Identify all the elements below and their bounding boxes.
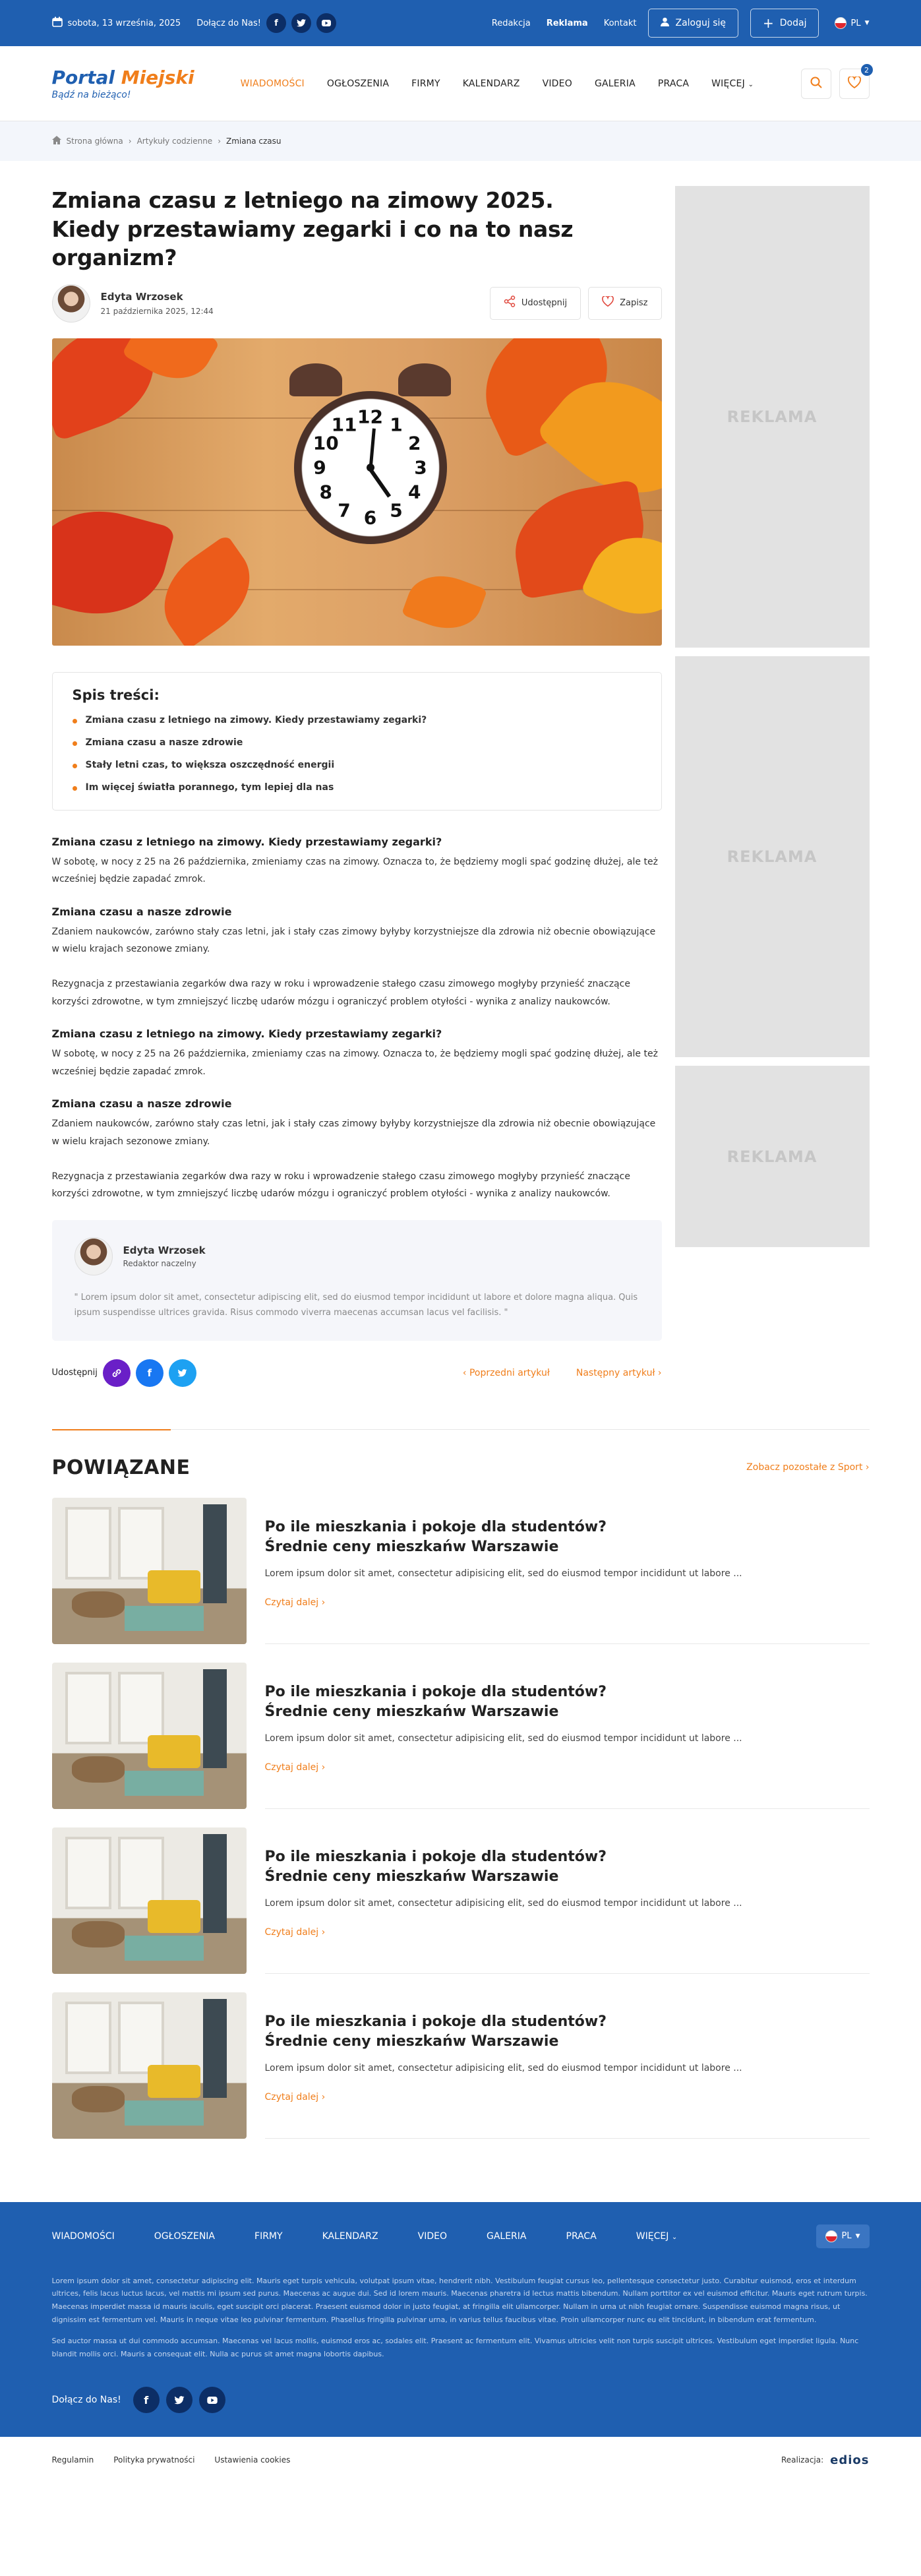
nav-item-firmy[interactable]: FIRMY: [411, 78, 440, 89]
next-article-label: Następny artykuł: [576, 1367, 655, 1378]
chevron-right-icon: ›: [321, 1927, 326, 1938]
section-paragraph: W sobotę, w nocy z 25 na 26 października, zmieniamy czas na zimowy. Oznacza to, że będziemy mogli spać godzinę dłużej, ale też wcześniej będzie zapadać zmrok.: [51, 856, 658, 885]
read-more-label: Czytaj dalej: [264, 1927, 319, 1938]
ad-banner[interactable]: REKLAMA: [675, 1066, 870, 1247]
related-article-excerpt: Lorem ipsum dolor sit amet, consectetur adipisicing elit, sed do eiusmod tempor incididunt ut labore ...: [264, 2063, 742, 2074]
table-of-contents: [52, 672, 662, 811]
save-button[interactable]: [588, 287, 661, 320]
terms-link[interactable]: Regulamin: [51, 2455, 94, 2465]
plus-icon: +: [763, 15, 774, 31]
language-code: PL: [850, 18, 861, 28]
twitter-icon[interactable]: [169, 1359, 196, 1387]
related-article-title[interactable]: Po ile mieszkania i pokoje dla studentów? Średnie ceny mieszkańw Warszawie: [264, 1518, 607, 1556]
nav-item-wiecej-label: WIĘCEJ: [711, 78, 745, 89]
read-more-link[interactable]: [265, 1762, 326, 1773]
footer-text-2: Sed auctor massa ut dui commodo accumsan. Maecenas vel lacus mollis, euismod eros ac, sodales elit. Praesent ac fermentum elit. Vivamus ultricies velit non turpis suscipit ultrices. Vestibulum eget imperdiet ligula. Nunc blandit mollis orci. Mauris a consequat elit. Nulla ac purus sit amet magna lobortis dapibus.: [51, 2336, 859, 2358]
favorites-count-badge: 2: [861, 64, 873, 76]
avatar: [52, 284, 90, 322]
breadcrumb-category[interactable]: Artykuły codzienne: [136, 137, 213, 146]
related-article-image[interactable]: [52, 1827, 247, 1974]
footer-nav-item-ogloszenia[interactable]: OGŁOSZENIA: [154, 2230, 216, 2242]
related-article-excerpt: Lorem ipsum dolor sit amet, consectetur adipisicing elit, sed do eiusmod tempor incididunt ut labore ...: [264, 1733, 742, 1744]
nav-item-ogloszenia[interactable]: OGŁOSZENIA: [326, 78, 390, 89]
date-display: [52, 16, 181, 30]
nav-item-galeria[interactable]: GALERIA: [594, 78, 636, 89]
share-icon: [504, 295, 516, 311]
chevron-right-icon: ›: [321, 2092, 326, 2103]
search-button[interactable]: [801, 69, 831, 99]
login-button[interactable]: [648, 9, 738, 38]
user-icon: [661, 17, 669, 29]
avatar: [74, 1237, 113, 1275]
main-nav: [241, 78, 754, 89]
twitter-icon[interactable]: [291, 13, 311, 33]
section-heading: Zmiana czasu a nasze zdrowie: [51, 1097, 232, 1111]
footer-description: [52, 2275, 870, 2361]
related-article[interactable]: [52, 1663, 870, 1809]
search-icon: [810, 76, 822, 92]
footer-nav-item-wiecej[interactable]: [636, 2231, 677, 2242]
section-paragraph: Zdaniem naukowców, zarówno stały czas letni, jak i stały czas zimowy byłyby korzystniejsze dla zdrowia niż obecnie obowiązujące w wielu krajach sezonowe zmiany.: [51, 1119, 656, 1147]
site-header: [0, 46, 921, 121]
article-title-line-2: Kiedy przestawiamy zegarki i co na to nasz organizm?: [51, 216, 574, 271]
poland-flag-icon: [835, 17, 847, 29]
author-name[interactable]: Edyta Wrzosek: [100, 290, 183, 303]
chevron-down-icon: ⌄: [671, 2233, 678, 2241]
related-article-title[interactable]: Po ile mieszkania i pokoje dla studentów? Średnie ceny mieszkańw Warszawie: [264, 1683, 607, 1721]
chevron-right-icon: ›: [865, 1462, 870, 1473]
link-reklama[interactable]: Reklama: [546, 18, 588, 28]
logo-word-1: Portal: [51, 66, 115, 88]
add-label: Dodaj: [779, 18, 807, 28]
youtube-icon[interactable]: [199, 2387, 225, 2413]
read-more-label: Czytaj dalej: [264, 1762, 319, 1773]
chevron-right-icon: ›: [128, 137, 132, 146]
link-redakcja[interactable]: Redakcja: [491, 18, 531, 28]
footer-language-code: PL: [841, 2231, 852, 2242]
heart-icon: [602, 296, 614, 310]
toc-title: Spis treści:: [72, 687, 160, 703]
breadcrumb-home[interactable]: Strona główna: [66, 137, 123, 146]
social-join: [196, 13, 336, 33]
chevron-right-icon: ›: [218, 137, 222, 146]
previous-article-link[interactable]: [463, 1368, 550, 1378]
toc-item[interactable]: Stały letni czas, to większa oszczędność energii: [73, 760, 641, 770]
footer-join-label: Dołącz do Nas!: [51, 2395, 121, 2406]
related-article-title[interactable]: Po ile mieszkania i pokoje dla studentów? Średnie ceny mieszkańw Warszawie: [264, 2013, 607, 2050]
related-article-excerpt: Lorem ipsum dolor sit amet, consectetur adipisicing elit, sed do eiusmod tempor incididunt ut labore ...: [264, 1898, 742, 1909]
footer-nav: [52, 2224, 870, 2248]
related-article[interactable]: [52, 1992, 870, 2139]
breadcrumb-current: Zmiana czasu: [226, 137, 282, 146]
footer-nav-item-wiecej-label: WIĘCEJ: [636, 2230, 669, 2242]
nav-item-video[interactable]: VIDEO: [542, 78, 572, 89]
related-article[interactable]: [52, 1827, 870, 1974]
author-box: [52, 1220, 662, 1341]
author-box-role: Redaktor naczelny: [123, 1258, 196, 1268]
related-article-title[interactable]: Po ile mieszkania i pokoje dla studentów? Średnie ceny mieszkańw Warszawie: [264, 1848, 607, 1886]
read-more-label: Czytaj dalej: [264, 2092, 319, 2103]
article-hero-image: [52, 338, 662, 646]
related-article-image[interactable]: [52, 1498, 247, 1644]
chevron-right-icon: ›: [321, 1597, 326, 1609]
nav-item-kalendarz[interactable]: KALENDARZ: [462, 78, 520, 89]
see-more-label: Zobacz pozostałe z Sport: [746, 1462, 863, 1473]
join-label: Dołącz do Nas!: [196, 18, 261, 28]
footer-social: [52, 2387, 870, 2437]
share-row: [52, 1359, 662, 1387]
related-article-image[interactable]: [52, 1663, 247, 1809]
facebook-icon[interactable]: f: [266, 13, 286, 33]
share-label: Udostępnij: [521, 298, 568, 309]
add-button[interactable]: [750, 9, 819, 38]
favorites-button[interactable]: [839, 65, 870, 99]
related-title: POWIĄZANE: [51, 1456, 191, 1479]
facebook-icon[interactable]: f: [133, 2387, 160, 2413]
poland-flag-icon: [825, 2230, 837, 2242]
alarm-clock-image: 12 1 2 3 4 5 6 7 8 9 10 11: [294, 391, 447, 544]
nav-item-wiecej[interactable]: [711, 78, 754, 89]
home-icon[interactable]: [52, 136, 61, 146]
section-paragraph: Rezygnacja z przestawiania zegarków dwa razy w roku i wprowadzenie stałego czasu zimowego mogłyby przynieść znaczące korzyści zdrowotne, w tym zmniejszyć liczbę udarów mózgu i ograniczyć problem otyłości - wynika z analizy naukowców.: [51, 979, 630, 1007]
footer-nav-item-galeria[interactable]: GALERIA: [486, 2230, 527, 2242]
copy-link-icon[interactable]: [103, 1359, 131, 1387]
site-footer: [0, 2202, 921, 2484]
read-more-link[interactable]: [265, 1927, 326, 1938]
publish-date: 21 października 2025, 12:44: [100, 306, 214, 316]
facebook-icon[interactable]: f: [136, 1359, 163, 1387]
article-title-line-1: Zmiana czasu z letniego na zimowy 2025.: [51, 187, 554, 213]
youtube-icon[interactable]: [316, 13, 336, 33]
site-logo[interactable]: [51, 66, 194, 100]
agency-logo[interactable]: edios: [830, 2453, 870, 2467]
save-label: Zapisz: [620, 298, 648, 309]
toc-item[interactable]: Im więcej światła porannego, tym lepiej dla nas: [73, 782, 641, 793]
read-more-link[interactable]: [265, 1597, 326, 1608]
footer-language-selector[interactable]: [816, 2224, 869, 2248]
article: [52, 186, 662, 1387]
chevron-left-icon: ‹: [462, 1367, 467, 1378]
language-selector[interactable]: [835, 17, 869, 29]
login-label: Zaloguj się: [675, 18, 727, 28]
related-section: [52, 1429, 870, 2139]
footer-nav-item-video[interactable]: VIDEO: [417, 2230, 447, 2242]
privacy-policy-link[interactable]: Polityka prywatności: [113, 2455, 195, 2465]
section-paragraph: Rezygnacja z przestawiania zegarków dwa razy w roku i wprowadzenie stałego czasu zimowego mogłyby przynieść znaczące korzyści zdrowotne, w tym zmniejszyć liczbę udarów mózgu i ograniczyć problem otyłości - wynika z analizy naukowców.: [51, 1171, 630, 1200]
calendar-icon: [52, 16, 63, 30]
read-more-link[interactable]: [265, 2092, 326, 2102]
share-button[interactable]: [490, 287, 581, 320]
section-heading: Zmiana czasu a nasze zdrowie: [51, 905, 232, 918]
nav-item-wiadomosci[interactable]: WIADOMOŚCI: [240, 78, 305, 89]
footer-text-1: Lorem ipsum dolor sit amet, consectetur adipiscing elit. Mauris eget turpis vehicula, volutpat ipsum vitae, hendrerit nibh. Vestibulum feugiat cursus leo, pellentesque consectetur justo. Curabitur euismod, eros et interdum ultrices, felis lacus luctus lacus, vel mattis mi ipsum sed purus. Maecenas ac augue dui. Sed id lorem mauris. Maecenas pharetra id lectus mattis bibendum. Nullam porttitor ex vel euismod efficitur. Mauris eget rutrum turpis. Maecenas imperdiet massa id mauris iaculis, eget suscipit orci placerat. Praesent euismod dolor in justo feugiat, at fringilla elit ullamcorper. Nullam in urna ut nibh feugiat ornare. Suspendisse euismod magna risus, ut dignissim est fermentum vel. Mauris in neque vitae leo pulvinar fermentum. Phasellus fringilla pulvinar urna, in varius tellus faucibus vitae. Proin ullamcorper nunc eu elit tincidunt, in bibendum erat fermentum.: [51, 2276, 868, 2324]
top-bar: [0, 0, 921, 46]
nav-item-praca[interactable]: PRACA: [657, 78, 690, 89]
section-paragraph: W sobotę, w nocy z 25 na 26 października, zmieniamy czas na zimowy. Oznacza to, że będziemy mogli spać godzinę dłużej, ale też wcześniej będzie zapadać zmrok.: [51, 1049, 658, 1077]
author-row: [52, 284, 662, 322]
toc-item[interactable]: Zmiana czasu a nasze zdrowie: [73, 737, 641, 748]
author-box-name[interactable]: Edyta Wrzosek: [123, 1244, 206, 1256]
related-article[interactable]: [52, 1498, 870, 1644]
section-paragraph: Zdaniem naukowców, zarówno stały czas letni, jak i stały czas zimowy byłyby korzystniejsze dla zdrowia niż obecnie obowiązujące w wielu krajach sezonowe zmiany.: [51, 926, 656, 955]
footer-nav-item-wiadomosci[interactable]: WIADOMOŚCI: [51, 2230, 115, 2242]
ad-banner[interactable]: REKLAMA: [675, 186, 870, 648]
footer-bottom: [0, 2437, 921, 2483]
chevron-down-icon: ▼: [855, 2232, 860, 2240]
current-date: sobota, 13 września, 2025: [67, 18, 181, 28]
section-heading: Zmiana czasu z letniego na zimowy. Kiedy przestawiamy zegarki?: [51, 1027, 442, 1041]
article-title: [52, 186, 662, 272]
see-more-link[interactable]: [746, 1462, 869, 1473]
author-box-quote: " Lorem ipsum dolor sit amet, consectetur adipiscing elit, sed do eiusmod tempor incididunt ut labore et dolore magna aliqua. Quis ipsum suspendisse ultrices gravida. Risus commodo viverra maecenas accumsan lacus vel facilisis. ": [74, 1292, 638, 1318]
breadcrumb: [0, 121, 921, 161]
chevron-down-icon: ⌄: [748, 81, 754, 88]
share-row-label: Udostępnij: [51, 1368, 98, 1378]
logo-tagline: Bądź na bieżąco!: [51, 89, 131, 100]
cookie-settings-link[interactable]: Ustawienia cookies: [214, 2455, 291, 2465]
article-body: [52, 836, 662, 1203]
next-article-link[interactable]: [576, 1368, 662, 1378]
section-heading: Zmiana czasu z letniego na zimowy. Kiedy przestawiamy zegarki?: [51, 835, 442, 848]
toc-item[interactable]: Zmiana czasu z letniego na zimowy. Kiedy przestawiamy zegarki?: [73, 715, 641, 725]
footer-nav-item-kalendarz[interactable]: KALENDARZ: [322, 2230, 378, 2242]
heart-icon: [848, 76, 861, 92]
twitter-icon[interactable]: [166, 2387, 193, 2413]
footer-nav-item-praca[interactable]: PRACA: [566, 2230, 597, 2242]
related-article-image[interactable]: [52, 1992, 247, 2139]
related-article-excerpt: Lorem ipsum dolor sit amet, consectetur adipisicing elit, sed do eiusmod tempor incididunt ut labore ...: [264, 1568, 742, 1579]
realization-label: Realizacja:: [781, 2455, 824, 2465]
ad-banner[interactable]: REKLAMA: [675, 656, 870, 1057]
chevron-down-icon: ▼: [864, 20, 870, 26]
chevron-right-icon: ›: [321, 1762, 326, 1773]
logo-word-2: Miejski: [121, 66, 194, 88]
link-kontakt[interactable]: Kontakt: [603, 18, 637, 28]
chevron-right-icon: ›: [657, 1367, 662, 1378]
previous-article-label: Poprzedni artykuł: [469, 1367, 550, 1378]
sidebar: [675, 186, 870, 1387]
footer-nav-item-firmy[interactable]: FIRMY: [254, 2230, 283, 2242]
read-more-label: Czytaj dalej: [264, 1597, 319, 1609]
